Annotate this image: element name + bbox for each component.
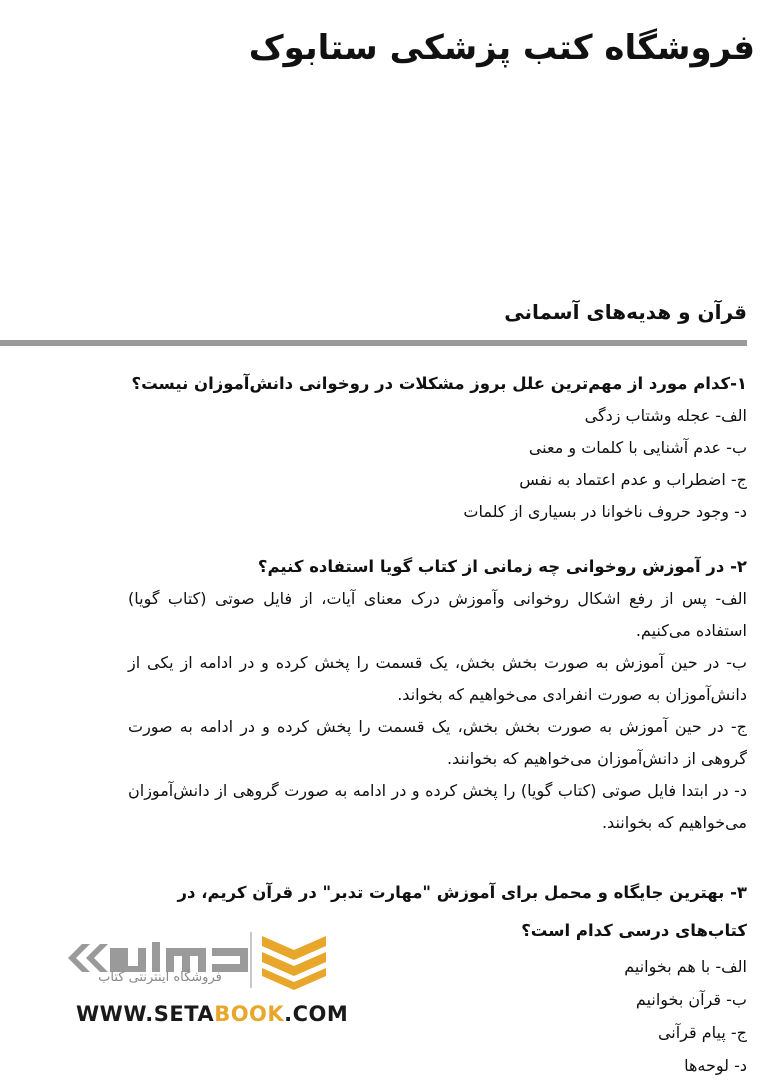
option-c: ج- در حین آموزش به صورت بخش بخش، یک قسمت را پخش کرده و در ادامه به صورت گروهی از دانش‌آموزان می‌خواهیم که بخوانند. <box>128 717 747 768</box>
question-text: ۱-کدام مورد از مهم‌ترین علل بروز مشکلات در روخوانی دانش‌آموزان نیست؟ <box>131 374 747 393</box>
option-b: ب- عدم آشنایی با کلمات و معنی <box>528 438 747 457</box>
brand-tagline: فروشگاه اینترنتی کتاب <box>98 970 222 985</box>
stacked-chevrons-book-icon <box>258 928 330 990</box>
brand-url: WWW.SETABOOK.COM <box>76 1002 349 1026</box>
option-b: ب- قرآن بخوانیم <box>635 990 747 1009</box>
section-divider <box>0 340 747 346</box>
option-c: ج- پیام قرآنی <box>657 1023 747 1042</box>
section-title: قرآن و هدیه‌های آسمانی <box>504 300 747 324</box>
option-c: ج- اضطراب و عدم اعتماد به نفس <box>519 470 747 489</box>
question-block-2 <box>128 551 747 839</box>
store-title: فروشگاه کتب پزشکی ستابوک <box>248 28 755 68</box>
option-b: ب- در حین آموزش به صورت بخش بخش، یک قسمت را پخش کرده و در ادامه از یکی از دانش‌آموزان به صورت انفرادی می‌خواهیم که بخواند. <box>128 653 747 704</box>
option-d: د- در ابتدا فایل صوتی (کتاب گویا) را پخش کرده و در ادامه به صورت گروهی از دانش‌آموزان می‌خواهیم که بخوانند. <box>128 781 747 832</box>
option-d: د- وجود حروف ناخوانا در بسیاری از کلمات <box>463 502 747 521</box>
question-block-1 <box>128 368 747 528</box>
option-d: د- لوحه‌ها <box>684 1056 747 1075</box>
option-a: الف- پس از رفع اشکال روخوانی وآموزش درک معنای آیات، از فایل صوتی (کتاب گویا) استفاده می‌کنیم. <box>128 589 747 640</box>
option-a: الف- با هم بخوانیم <box>624 957 747 976</box>
option-a: الف- عجله وشتاب زدگی <box>584 406 747 425</box>
setabook-logo <box>60 926 349 1036</box>
question-text: ۳- بهترین جایگاه و محمل برای آموزش "مهارت تدبر" در قرآن کریم، در کتاب‌های درسی کدام است؟ <box>177 883 747 940</box>
brand-separator <box>250 932 252 988</box>
question-text: ۲- در آموزش روخوانی چه زمانی از کتاب گویا استفاده کنیم؟ <box>257 557 747 576</box>
